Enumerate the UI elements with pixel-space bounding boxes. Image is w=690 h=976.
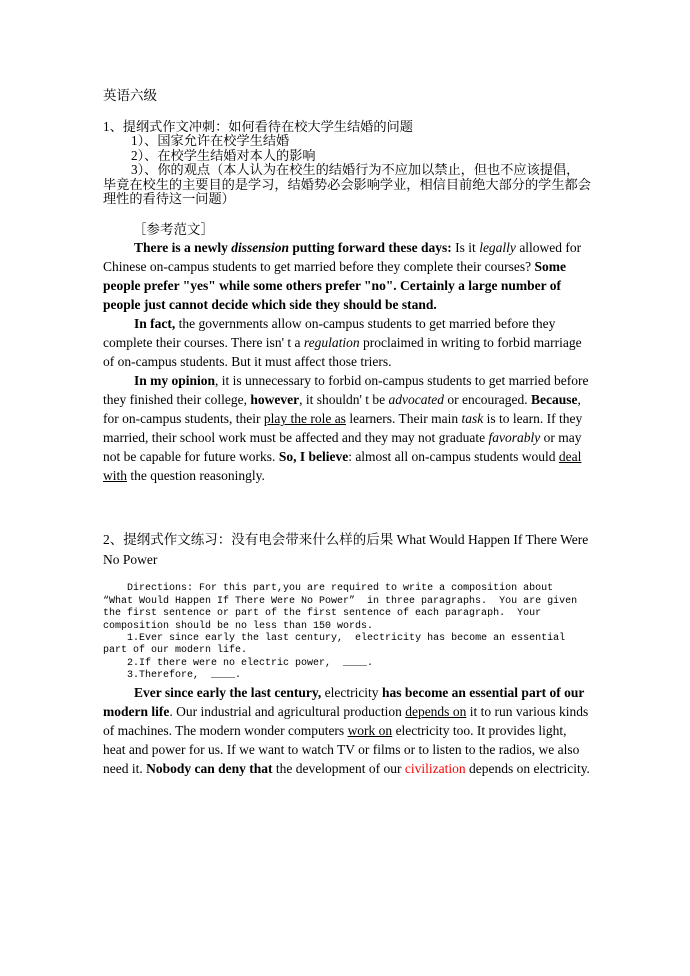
directions-line: 3.Therefore, ____. xyxy=(103,670,242,682)
text-run: civilization xyxy=(404,760,466,776)
text-run: advocated xyxy=(388,392,444,408)
text-run: In my opinion xyxy=(134,373,216,389)
text-run: There is a newly xyxy=(134,240,232,256)
directions-line: 2.If there were no electric power, ____. xyxy=(103,657,374,669)
text-run: or encouraged. xyxy=(443,392,531,408)
text-run: the governments allow on-campus students to get married before they complete their courses. There isn' t a xyxy=(103,316,556,351)
text-run: work on xyxy=(347,722,393,738)
section2-heading: 2、提纲式作文练习：没有电会带来什么样的后果 What Would Happen If There Were No Power xyxy=(103,532,589,568)
text-run: . Our industrial and agricultural production xyxy=(169,703,406,719)
text-run: allowed for Chinese on-campus students to get married before they complete their courses? xyxy=(103,240,582,275)
section1-essay xyxy=(103,238,592,485)
outline-line: 3）、你的观点（本人认为在校生的结婚行为不应加以禁止，但也不应该提倡，毕竟在校生的主要目的是学习，结婚势必会影响学业，相信目前绝大部分的学生都会理性的看待这一问题） xyxy=(103,162,591,207)
essay-paragraph-2 xyxy=(103,314,592,371)
text-run: In fact, xyxy=(134,316,176,332)
text-run: Because xyxy=(530,392,578,408)
essay-paragraph-3 xyxy=(103,371,592,485)
text-run: play the role as xyxy=(263,411,346,427)
text-run: regulation xyxy=(303,335,360,351)
text-run: task xyxy=(461,411,484,427)
directions-line: “What Would Happen If There Were No Power” in three paragraphs. You are given xyxy=(103,595,578,607)
text-run: favorably xyxy=(488,430,541,446)
doc-title: 英语六级 xyxy=(103,88,157,103)
text-run: So, I believe xyxy=(278,449,349,465)
directions-line: composition should be no less than 150 words. xyxy=(103,620,374,632)
text-run: or may not be capable for future works. xyxy=(103,430,582,465)
text-run: deal with xyxy=(103,449,582,484)
text-run: the question reasoningly. xyxy=(127,468,265,484)
section2-directions xyxy=(103,583,592,682)
directions-line: part of our modern life. xyxy=(103,645,248,657)
text-run: Is it xyxy=(451,240,480,256)
outline-line: 1、提纲式作文冲刺：如何看待在校大学生结婚的问题 xyxy=(103,119,413,134)
text-run: Ever since early the last century, xyxy=(134,684,322,700)
text-run: depends on electricity. xyxy=(465,760,590,776)
text-run: proclaimed in writing to forbid marriage of on-campus students. But it must affect those triers. xyxy=(103,335,582,370)
essay-paragraph-4 xyxy=(103,683,592,778)
essay-paragraph-1 xyxy=(103,238,592,314)
text-run: is to learn. If they married, their school work must be affected and they may not graduate xyxy=(103,411,583,446)
text-run: , it is unnecessary to forbid on-campus students to get married before they finished their college, xyxy=(103,373,589,408)
text-run: , for on-campus students, their xyxy=(103,392,581,427)
text-run: dissension xyxy=(231,240,290,256)
text-run: the development of our xyxy=(272,760,405,776)
outline-line: 2）、在校学生结婚对本人的影响 xyxy=(131,147,316,163)
model-essay-label: ［参考范文］ xyxy=(133,222,214,238)
text-run: Some people prefer "yes" while some others prefer "no". Certainly a large number of people just cannot decide which side they should be stand. xyxy=(103,259,566,313)
text-run: however xyxy=(250,392,300,408)
text-run: , it shouldn' t be xyxy=(299,392,389,408)
text-run: legally xyxy=(479,240,516,256)
text-run: it to run various kinds of machines. The modern wonder computers xyxy=(103,703,589,738)
text-run: Nobody can deny that xyxy=(146,760,273,776)
section1-outline xyxy=(103,120,592,206)
directions-line: the first sentence or part of the first sentence of each paragraph. Your xyxy=(103,608,542,620)
text-run: putting forward these days: xyxy=(289,240,452,256)
text-run: has become an essential part of our modern life xyxy=(103,684,585,719)
text-run: : almost all on-campus students would xyxy=(348,449,559,465)
text-run: electricity too. It provides light, heat and power for us. If we want to watch TV or films or to listen to the radios, we also need it. xyxy=(103,722,580,776)
outline-line: 1）、国家允许在校学生结婚 xyxy=(131,133,290,149)
text-run: electricity xyxy=(321,684,382,700)
text-run: learners. Their main xyxy=(345,411,462,427)
directions-line: Directions: For this part,you are required to write a composition about xyxy=(103,583,554,595)
section2-essay xyxy=(103,683,592,778)
directions-line: 1.Ever since early the last century, electricity has become an essential xyxy=(103,633,566,645)
text-run: depends on xyxy=(405,703,467,719)
